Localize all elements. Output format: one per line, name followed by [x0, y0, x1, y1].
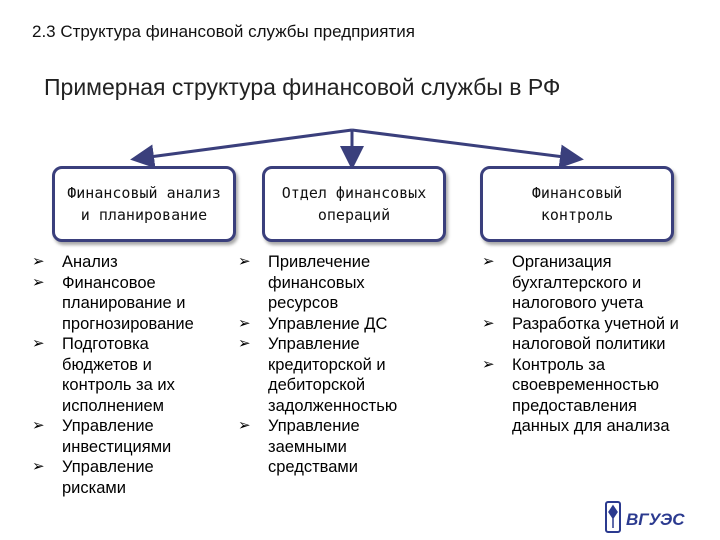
list-item: ➢ Разработка учетной и налоговой политики [482, 314, 679, 353]
arrow-bullet-icon: ➢ [238, 335, 251, 352]
diagram-title: Примерная структура финансовой службы в РФ [44, 74, 561, 100]
arrow-to-right-box [352, 130, 572, 158]
list-item: ➢ Управление рисками [32, 458, 154, 497]
list-item: ➢ Управление инвестициями [32, 417, 172, 456]
arrow-bullet-icon: ➢ [32, 273, 45, 291]
list-item: ➢ Управление ДС [238, 314, 388, 333]
box-label: Финансовый контроль [531, 184, 623, 224]
arrow-bullet-icon: ➢ [482, 253, 495, 270]
list-item: ➢ Анализ [32, 253, 118, 271]
arrow-bullet-icon: ➢ [238, 314, 251, 332]
logo-text: ВГУЭС [626, 510, 685, 529]
arrow-bullet-icon: ➢ [482, 355, 495, 373]
arrow-bullet-icon: ➢ [238, 417, 251, 434]
arrow-bullet-icon: ➢ [32, 335, 45, 352]
arrow-bullet-icon: ➢ [32, 458, 45, 475]
list-item: ➢ Управление кредиторской и дебиторской задолженностью [238, 335, 398, 415]
box-label: Финансовый анализ и планирование [67, 184, 221, 224]
list-financial-operations [238, 252, 453, 478]
list-item: ➢ Контроль за своевременностью предоставления данных для анализа [482, 355, 670, 435]
university-emblem-icon [606, 502, 620, 532]
arrow-to-left-box [142, 130, 352, 158]
arrow-bullet-icon: ➢ [32, 253, 45, 270]
box-financial-control [480, 166, 674, 242]
arrow-bullet-icon: ➢ [482, 314, 495, 332]
box-label: Отдел финансовых операций [281, 184, 427, 224]
university-logo [604, 500, 704, 534]
arrow-bullet-icon: ➢ [32, 417, 45, 434]
list-item: ➢ Организация бухгалтерского и налогового учета [482, 253, 644, 312]
list-financial-analysis [32, 252, 237, 498]
list-item: ➢ Привлечение финансовых ресурсов [238, 253, 371, 312]
section-title: 2.3 Структура финансовой службы предприятия [32, 22, 415, 41]
box-financial-analysis [52, 166, 236, 242]
arrow-bullet-icon: ➢ [238, 253, 251, 270]
list-item: ➢ Управление заемными средствами [238, 417, 360, 476]
list-item: ➢ Финансовое планирование и прогнозирование [32, 273, 194, 333]
list-item: ➢ Подготовка бюджетов и контроль за их исполнением [32, 335, 175, 415]
list-financial-control [482, 252, 714, 437]
box-financial-operations [262, 166, 446, 242]
